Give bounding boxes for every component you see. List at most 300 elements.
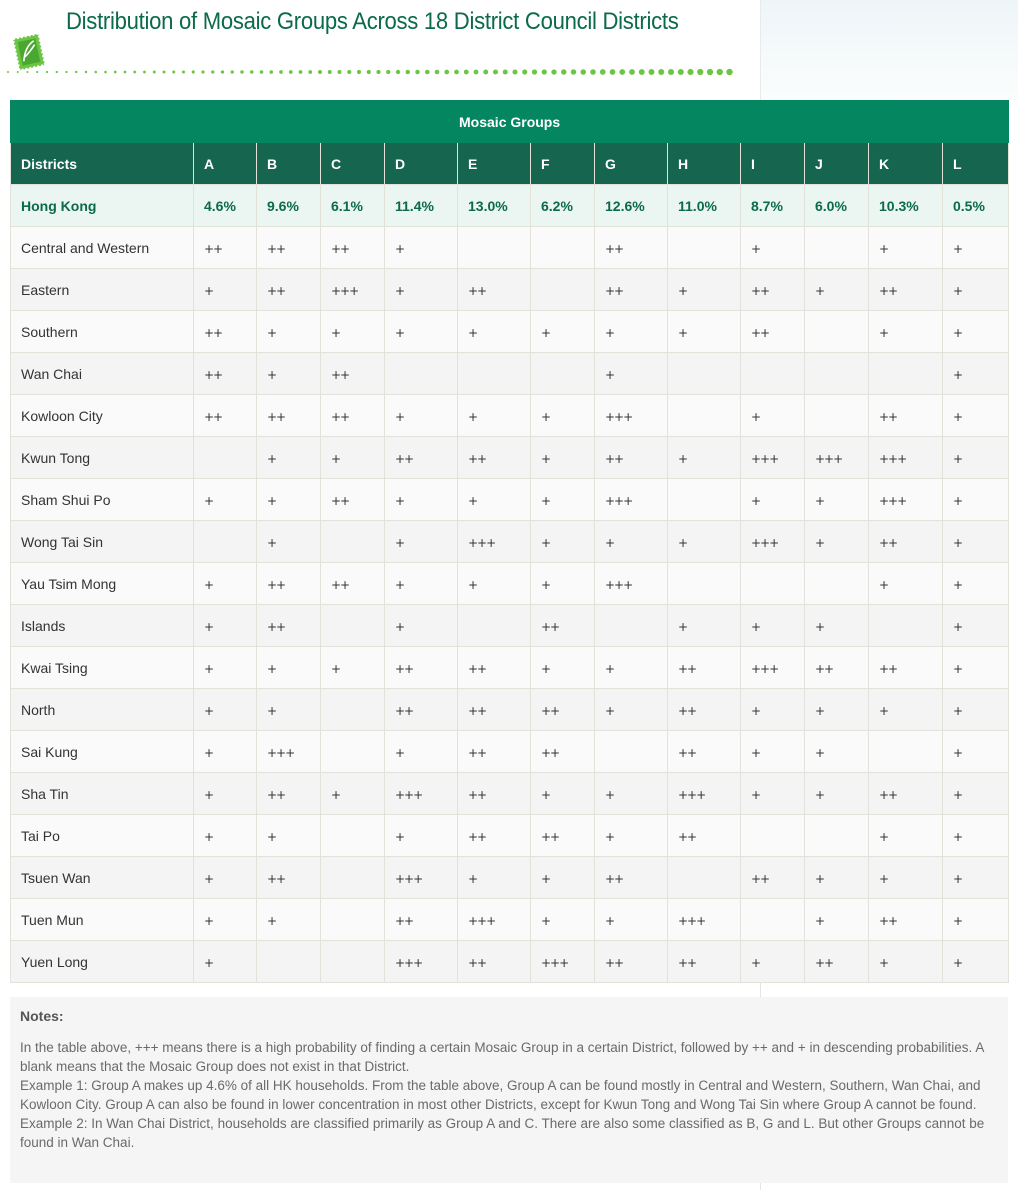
probability-cell [194,311,257,353]
probability-cell [741,437,805,479]
probability-mark: + [395,283,405,298]
divider-dot [7,71,9,73]
probability-cell [595,605,668,647]
probability-cell [805,353,869,395]
probability-mark: +++ [678,913,706,928]
probability-mark: + [541,871,551,886]
probability-mark: + [953,409,963,424]
divider-dot [289,70,293,74]
probability-mark: + [953,913,963,928]
probability-cell [385,437,458,479]
probability-cell [385,941,458,983]
probability-mark: ++ [468,451,487,466]
probability-cell [869,269,943,311]
divider-dot [717,69,723,75]
probability-cell [741,773,805,815]
probability-cell [741,269,805,311]
divider-dot [269,70,273,74]
district-name: Wan Chai [11,353,194,395]
probability-cell [385,605,458,647]
probability-cell [531,815,595,857]
probability-cell [668,773,741,815]
column-header-group: C [321,143,385,185]
divider-dot [376,70,380,74]
probability-mark: + [953,703,963,718]
probability-mark: + [204,955,214,970]
divider-dot [629,69,635,75]
probability-cell [531,563,595,605]
probability-cell [869,899,943,941]
divider-dot [260,70,264,74]
probability-mark: ++ [605,955,624,970]
probability-cell [943,395,1009,437]
probability-mark: ++ [468,829,487,844]
notes-example-2: Example 2: In Wan Chai District, households are classified primarily as Group A and C. There are also some classified as B, G and L. But other Groups cannot be found in Wan Chai. [20,1116,985,1150]
probability-cell [385,647,458,689]
divider-dot [658,69,664,75]
probability-cell [943,353,1009,395]
probability-cell [385,857,458,899]
group-percentage: 9.6% [257,185,321,227]
probability-cell [257,689,321,731]
probability-mark: ++ [331,241,350,256]
probability-cell [668,521,741,563]
probability-cell [194,731,257,773]
probability-cell [805,689,869,731]
probability-mark: + [468,493,478,508]
probability-mark: +++ [395,871,423,886]
divider-dot [687,69,693,75]
divider-dot [46,71,48,73]
probability-cell [458,647,531,689]
probability-mark: + [953,661,963,676]
probability-mark: + [331,325,341,340]
group-percentage: 8.7% [741,185,805,227]
divider-dot [328,70,332,74]
probability-mark: +++ [751,661,779,676]
probability-mark: +++ [879,493,907,508]
probability-mark: + [751,619,761,634]
probability-cell [531,689,595,731]
column-header-group: L [943,143,1009,185]
probability-cell [321,521,385,563]
probability-cell [595,773,668,815]
probability-mark: ++ [267,283,286,298]
divider-dot [532,69,537,74]
divider-dot [590,69,596,75]
probability-mark: + [605,661,615,676]
probability-cell [385,563,458,605]
probability-cell [668,857,741,899]
probability-cell [194,899,257,941]
probability-mark: +++ [751,535,779,550]
probability-cell [385,773,458,815]
probability-mark: ++ [541,829,560,844]
probability-cell [595,899,668,941]
probability-cell [257,395,321,437]
column-header-group: D [385,143,458,185]
divider-dot [240,70,243,73]
table-row [11,899,1009,941]
probability-mark: ++ [751,325,770,340]
probability-cell [741,815,805,857]
district-name: Eastern [11,269,194,311]
district-name: Sham Shui Po [11,479,194,521]
probability-mark: ++ [879,535,898,550]
probability-cell [321,437,385,479]
probability-mark: + [751,493,761,508]
probability-cell [741,395,805,437]
probability-cell [321,605,385,647]
probability-mark: + [204,283,214,298]
probability-cell [943,689,1009,731]
probability-cell [943,227,1009,269]
probability-mark: + [605,325,615,340]
probability-cell [668,563,741,605]
probability-mark: ++ [879,409,898,424]
district-name: Central and Western [11,227,194,269]
table-row [11,311,1009,353]
probability-cell [531,899,595,941]
probability-cell [869,773,943,815]
probability-cell [385,479,458,521]
probability-mark: + [395,325,405,340]
probability-cell [531,437,595,479]
probability-mark: + [267,535,277,550]
probability-cell [385,689,458,731]
probability-cell [668,941,741,983]
divider-dot [425,70,430,75]
probability-mark: ++ [267,787,286,802]
probability-cell [531,647,595,689]
probability-cell [741,521,805,563]
probability-cell [741,227,805,269]
probability-cell [805,395,869,437]
probability-cell [943,647,1009,689]
probability-mark: + [204,913,214,928]
probability-cell [321,311,385,353]
divider-dot [182,70,185,73]
probability-mark: + [204,787,214,802]
probability-mark: + [605,787,615,802]
probability-mark: ++ [815,661,834,676]
probability-mark: ++ [605,241,624,256]
divider-dot [279,70,283,74]
probability-cell [943,563,1009,605]
probability-cell [321,647,385,689]
divider-dot [610,69,616,75]
page-title: Distribution of Mosaic Groups Across 18 District Council Districts [66,8,679,35]
probability-cell [321,731,385,773]
probability-mark: ++ [267,409,286,424]
probability-mark: + [953,829,963,844]
probability-cell [257,773,321,815]
probability-mark: +++ [879,451,907,466]
probability-cell [321,773,385,815]
probability-mark: + [879,829,889,844]
probability-mark: + [751,409,761,424]
probability-cell [943,521,1009,563]
probability-mark: + [953,871,963,886]
probability-mark: ++ [267,871,286,886]
divider-dot [308,70,312,74]
column-header-row [11,143,1009,185]
probability-cell [869,689,943,731]
dotted-divider [6,68,738,76]
divider-dot [726,69,732,75]
probability-cell [194,773,257,815]
probability-mark: + [751,955,761,970]
table-row [11,437,1009,479]
probability-mark: + [953,619,963,634]
probability-cell [805,227,869,269]
group-percentage: 6.1% [321,185,385,227]
probability-mark: + [953,577,963,592]
probability-cell [869,941,943,983]
probability-mark: + [815,703,825,718]
district-name: Islands [11,605,194,647]
probability-mark: ++ [751,871,770,886]
probability-mark: + [395,241,405,256]
notes-legend: In the table above, +++ means there is a high probability of finding a certain Mosaic Group in a certain District, followed by ++ and + in descending probabilities. A blank means that the Mosaic Group does not exist in that District. [20,1040,984,1074]
probability-mark: ++ [815,955,834,970]
probability-mark: ++ [879,913,898,928]
probability-cell [595,941,668,983]
probability-mark: + [879,703,889,718]
group-percentage: 11.0% [668,185,741,227]
probability-cell [668,479,741,521]
district-name: Kwun Tong [11,437,194,479]
probability-mark: +++ [395,955,423,970]
probability-mark: + [605,703,615,718]
probability-mark: + [953,451,963,466]
divider-dot [697,69,703,75]
probability-mark: + [605,535,615,550]
district-name: Wong Tai Sin [11,521,194,563]
probability-cell [257,227,321,269]
probability-mark: + [879,577,889,592]
divider-dot [143,71,146,74]
probability-cell [321,941,385,983]
divider-dot [483,70,488,75]
probability-mark: + [678,325,688,340]
probability-mark: + [468,577,478,592]
probability-cell [741,689,805,731]
table-row [11,857,1009,899]
probability-cell [458,857,531,899]
probability-cell [595,857,668,899]
probability-cell [869,353,943,395]
probability-mark: ++ [468,955,487,970]
divider-dot [357,70,361,74]
probability-mark: + [815,871,825,886]
column-header-group: E [458,143,531,185]
probability-mark: + [204,493,214,508]
probability-cell [668,311,741,353]
table-row [11,269,1009,311]
probability-cell [668,731,741,773]
probability-cell [668,647,741,689]
probability-mark: + [953,745,963,760]
probability-cell [385,269,458,311]
column-header-group: B [257,143,321,185]
probability-mark: +++ [267,745,295,760]
probability-mark: +++ [468,535,496,550]
probability-cell [943,773,1009,815]
probability-mark: + [879,325,889,340]
table-row [11,521,1009,563]
probability-mark: + [331,661,341,676]
probability-mark: + [815,283,825,298]
probability-cell [943,479,1009,521]
probability-cell [595,563,668,605]
probability-cell [385,731,458,773]
table-row [11,227,1009,269]
probability-mark: + [267,829,277,844]
probability-cell [531,227,595,269]
probability-cell [805,941,869,983]
probability-cell [869,605,943,647]
probability-cell [595,269,668,311]
probability-mark: + [267,703,277,718]
probability-cell [531,941,595,983]
divider-dot [464,70,469,75]
probability-mark: ++ [678,955,697,970]
probability-cell [257,479,321,521]
divider-dot [221,70,224,73]
probability-cell [194,605,257,647]
group-percentage: 4.6% [194,185,257,227]
notes-heading: Notes: [20,1008,64,1024]
probability-cell [257,857,321,899]
divider-dot [17,71,19,73]
district-name: Kowloon City [11,395,194,437]
table-row [11,731,1009,773]
probability-cell [741,857,805,899]
column-header-group: J [805,143,869,185]
probability-cell [257,941,321,983]
probability-cell [385,353,458,395]
probability-cell [531,605,595,647]
probability-mark: + [879,241,889,256]
probability-mark: ++ [468,283,487,298]
probability-mark: + [678,535,688,550]
divider-dot [474,70,479,75]
probability-mark: + [815,787,825,802]
probability-mark: ++ [267,241,286,256]
probability-cell [194,563,257,605]
probability-cell [194,479,257,521]
divider-dot [65,71,67,73]
probability-cell [194,857,257,899]
probability-cell [595,227,668,269]
divider-dot [551,69,556,74]
probability-cell [194,815,257,857]
divider-dot [619,69,625,75]
probability-cell [741,899,805,941]
probability-cell [321,857,385,899]
probability-cell [741,311,805,353]
probability-cell [257,563,321,605]
probability-mark: + [953,493,963,508]
probability-mark: + [395,619,405,634]
probability-cell [595,353,668,395]
probability-cell [869,227,943,269]
probability-cell [458,773,531,815]
probability-mark: + [204,577,214,592]
divider-dot [299,70,303,74]
probability-cell [458,815,531,857]
probability-mark: + [204,661,214,676]
probability-cell [943,269,1009,311]
divider-dot [668,69,674,75]
divider-dot [318,70,322,74]
divider-dot [85,71,87,73]
probability-mark: ++ [267,577,286,592]
probability-cell [458,395,531,437]
district-name: Tuen Mun [11,899,194,941]
probability-cell [668,353,741,395]
divider-dot [114,71,117,74]
probability-cell [943,899,1009,941]
table-row [11,395,1009,437]
probability-mark: + [204,703,214,718]
divider-dot [163,71,166,74]
probability-cell [595,731,668,773]
district-name: Yuen Long [11,941,194,983]
table-row [11,353,1009,395]
column-header-group: A [194,143,257,185]
probability-mark: + [751,787,761,802]
probability-cell [458,353,531,395]
notes-panel [10,997,1008,1183]
column-header-districts: Districts [11,143,194,185]
district-name: Hong Kong [11,185,194,227]
probability-mark: ++ [331,493,350,508]
probability-cell [595,395,668,437]
divider-dot [386,70,390,74]
probability-cell [257,437,321,479]
probability-cell [943,815,1009,857]
probability-cell [257,605,321,647]
divider-dot [153,71,156,74]
probability-mark: ++ [395,703,414,718]
divider-dot [580,69,586,75]
probability-cell [869,731,943,773]
divider-dot [250,70,253,73]
probability-cell [741,605,805,647]
divider-dot [571,69,576,74]
probability-cell [194,521,257,563]
probability-cell [805,815,869,857]
probability-mark: + [204,745,214,760]
probability-mark: + [953,283,963,298]
group-percentage: 6.0% [805,185,869,227]
probability-cell [321,689,385,731]
probability-mark: + [541,577,551,592]
probability-mark: ++ [395,661,414,676]
probability-cell [531,857,595,899]
probability-cell [943,437,1009,479]
probability-mark: ++ [331,409,350,424]
probability-mark: ++ [331,577,350,592]
group-percentage: 11.4% [385,185,458,227]
probability-cell [194,689,257,731]
probability-cell [595,437,668,479]
probability-cell [385,899,458,941]
probability-mark: ++ [605,283,624,298]
divider-dot [542,69,547,74]
